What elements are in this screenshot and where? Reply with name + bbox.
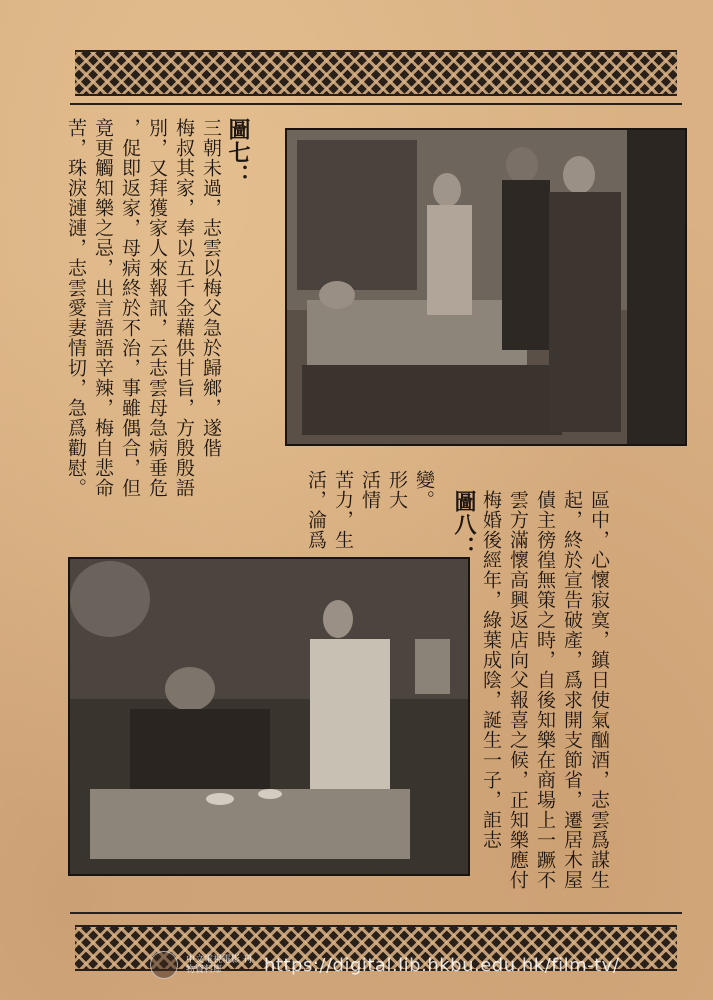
figure8-line: 梅婚後經年，綠葉成陰，誕生一子，詎志	[480, 490, 502, 850]
figure7-title: 圖七：	[225, 118, 251, 187]
film-still-figure7	[285, 128, 687, 446]
figure8-line: 債主徬徨無策之時，自後知樂在商場上一蹶不	[534, 490, 556, 890]
figure8-line: 雲方滿懷高興返店向父報喜之候，正知樂應付	[507, 490, 529, 890]
figure8-caption-main	[450, 490, 612, 910]
watermark-url: https://digital.lib.hkbu.edu.hk/film-tv/	[264, 954, 620, 976]
figure8-line: 活情	[359, 470, 381, 510]
figure8-line: 變。	[413, 470, 435, 510]
figure8-line: 活，淪爲	[305, 470, 327, 550]
figure7-caption	[62, 118, 251, 528]
divider-bottom	[70, 912, 682, 914]
figure7-line: 三朝未過，志雲以梅父急於歸鄉，遂偕	[200, 118, 222, 458]
figure7-line: ，促即返家，母病終於不治，事雖偶合，但	[119, 118, 141, 498]
figure8-caption	[302, 470, 437, 910]
watermark-org: 中文電視電影 刊物資料庫	[186, 955, 252, 975]
figure7-line: 苦，珠淚漣漣，志雲愛妻情切，急爲勸慰。	[65, 118, 87, 498]
figure8-title: 圖八：	[451, 490, 477, 559]
figure8-line: 苦力，生	[332, 470, 354, 550]
figure7-line: 別，又拜獲家人來報訊，云志雲母急病垂危	[146, 118, 168, 498]
decorative-border-top	[75, 50, 677, 96]
figure8-line: 形大	[386, 470, 408, 510]
library-logo-icon	[150, 951, 178, 979]
figure7-line: 梅叔其家，奉以五千金藉供甘旨，方殷殷語	[173, 118, 195, 498]
figure8-line: 區中，心懷寂寞，鎮日使氣酗酒，志雲爲謀生	[588, 490, 610, 890]
figure7-line: 竟更觸知樂之忌，出言語語辛辣，梅自悲命	[92, 118, 114, 498]
watermark	[150, 950, 619, 980]
divider-top	[70, 103, 682, 105]
figure8-line: 起，終於宣告破產，爲求開支節省，遷居木屋	[561, 490, 583, 890]
